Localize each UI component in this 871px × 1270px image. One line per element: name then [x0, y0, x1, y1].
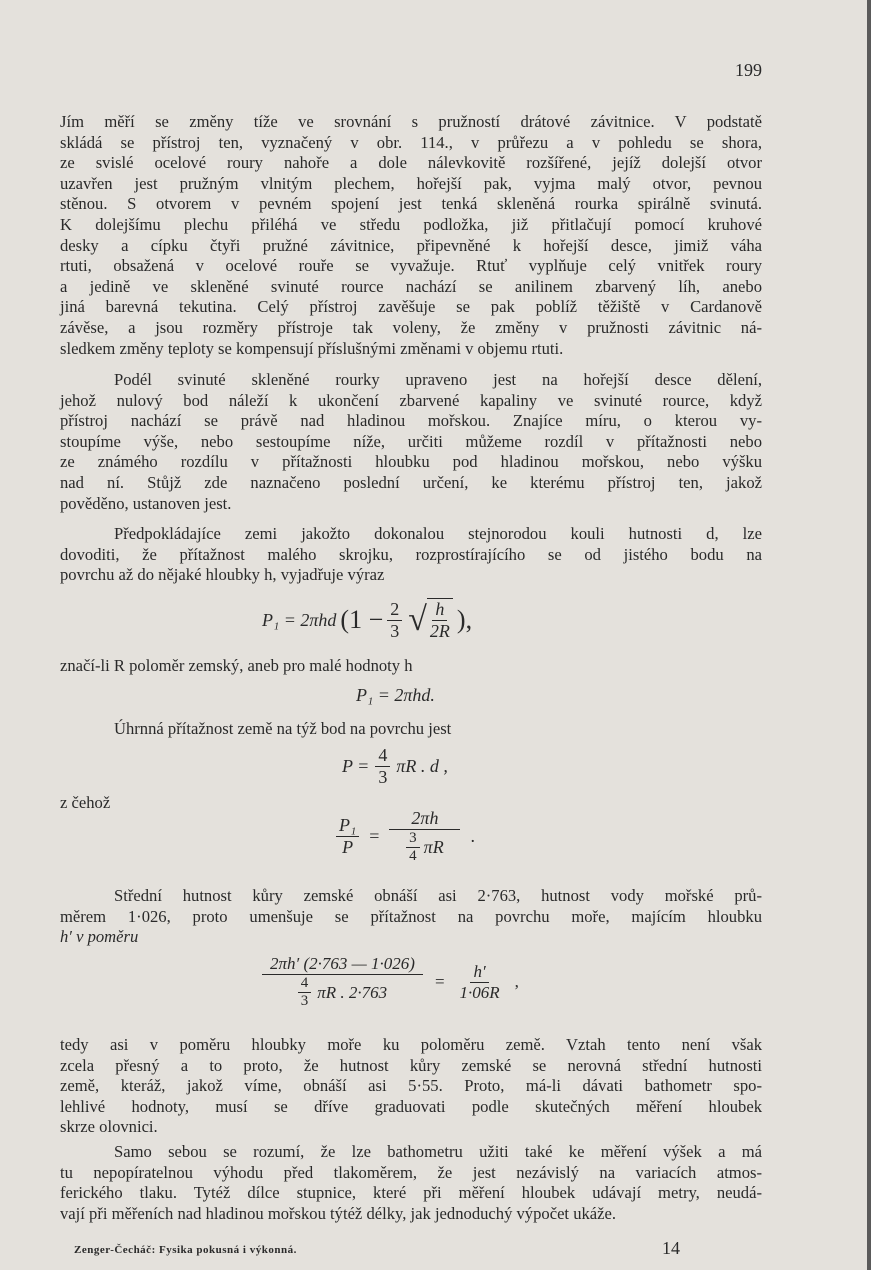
- text-line: a jedině ve skleněné svinuté rource nachází se anilinem zbarvený líh, anebo: [60, 276, 762, 296]
- eq1-close: ),: [456, 605, 473, 634]
- eq5-inner-den: 3: [300, 993, 309, 1009]
- text-line: stoupíme výše, nebo sestoupíme níže, určiti můžeme rozdíl v přítažnosti nebo: [60, 431, 762, 451]
- eq1-root-fraction: [427, 598, 453, 642]
- text-line: skrze olovnici.: [60, 1117, 158, 1137]
- text-line: země, kteráž, jakož víme, obnáší asi 5·55. Proto, má-li dávati bathometr spo-: [60, 1076, 762, 1096]
- eq1-fraction: [387, 599, 402, 642]
- text-line: desky a cípku čtyři pružné závitnice, připevněné k hořejší desce, jimiž váha: [60, 235, 762, 255]
- text-line: tu nepopíratelnou výhodu před tlakoměrem, že jest nezávislý na variacích atmos-: [60, 1162, 762, 1182]
- equation-5: [262, 954, 519, 1010]
- text-line: stěnou. S otvorem v pevném spojení jest tenká skleněná rourka spirálně svinutá.: [60, 194, 762, 214]
- text-line-uhrnna: Úhrnná přítažnost země na týž bod na povrchu jest: [114, 719, 452, 738]
- eq4-rhs-den: [403, 830, 447, 865]
- eq5-rhs-den: 1·06R: [459, 982, 500, 1002]
- text-line: Podél svinuté skleněné rourky upraveno jest na hořejší desce dělení,: [114, 370, 762, 389]
- eq1-frac-den: 3: [390, 620, 400, 641]
- eq3-den: 3: [378, 767, 388, 787]
- text-line: povrchu až do nějaké hloubky h, vyjadřuje výraz: [60, 565, 385, 585]
- running-footer-title: Zenger-Čecháč: Fysika pokusná i výkonná.: [74, 1244, 297, 1256]
- text-line: K dolejšímu plechu přiléhá ve středu podložka, již přitlačují pomocí kruhové: [60, 214, 762, 234]
- paragraph-5: [60, 1035, 762, 1138]
- text-line: skládá se přístroj ten, vyznačený v obr. 114., v průřezu a v pohledu se shora,: [60, 132, 762, 152]
- eq4-inner-num: 3: [406, 830, 420, 848]
- text-line: sledkem změny teploty se kompensují příslušnými změnami v objemu rtuti.: [60, 338, 564, 358]
- paragraph-1: [60, 112, 762, 359]
- text-line: ferického tlaku. Tytéž dílce stupnice, které při měření hloubek udávají metry, neudá-: [60, 1183, 762, 1203]
- eq1-root-num: h: [432, 599, 447, 621]
- eq5-den-tail: πR . 2·763: [317, 982, 388, 1002]
- text-line: zcela přesný a to proto, že hutnost kůry zemské se nerovná střední hutnosti: [60, 1055, 762, 1075]
- paragraph-4: [60, 886, 762, 948]
- eq4-rhs-num: 2πh: [389, 808, 460, 830]
- paragraph-3: [60, 524, 762, 586]
- text-line: vají při měřeních nad hladinou mořskou týtéž délky, jak jednoduchý výpočet ukáže.: [60, 1203, 617, 1223]
- eq3-fraction: [375, 745, 390, 788]
- page-edge-shadow: [867, 0, 871, 1270]
- eq5-inner-fraction: [298, 975, 312, 1010]
- sqrt-sign-icon: √: [408, 601, 427, 638]
- eq5-equals: =: [434, 972, 445, 991]
- eq4-lhs-num: P₁: [336, 815, 359, 837]
- eq3-lhs: P =: [342, 756, 370, 776]
- text-line: ze známého rozdílu v přítažnosti hloubku pod hladinou mořskou, nebo výšku: [60, 452, 762, 472]
- text-line: závěse, a jsou rozměry přístroje tak voleny, že změny v pružnosti závitnic ná-: [60, 317, 762, 337]
- text-line: Samo sebou se rozumí, že lze bathometru užiti také ke měření výšek a má: [114, 1142, 762, 1161]
- paragraph-2: [60, 370, 762, 514]
- equation-4: [336, 808, 475, 865]
- eq5-end: ,: [514, 972, 519, 991]
- text-line: dovoditi, že přítažnost malého skrojku, rozprostírajícího se od jistého bodu na: [60, 544, 762, 564]
- signature-mark: 14: [662, 1238, 680, 1258]
- text-line: ze svislé ocelové roury nahoře a dole nálevkovitě rozšířené, jejíž dolejší otvor: [60, 153, 762, 173]
- eq5-inner-num: 4: [298, 975, 312, 993]
- text-line: přístroj nachází se právě nad hladinou mořskou. Znajíce míru, o kterou vy-: [60, 411, 762, 431]
- eq4-equals: =: [369, 826, 380, 846]
- eq5-rhs-fraction: [457, 962, 503, 1003]
- eq4-rhs-fraction: [389, 808, 460, 865]
- eq1-frac-num: 2: [387, 599, 402, 621]
- text-line-znaci: značí-li R poloměr zemský, aneb pro malé hodnoty h: [60, 656, 413, 675]
- eq5-rhs-num: h′: [470, 962, 488, 983]
- text-line: h′ v poměru: [60, 927, 139, 947]
- text-line: lehlivé hodnoty, musí se dříve graduovati podle skutečných měření hloubek: [60, 1096, 762, 1116]
- text-line: měrem 1·026, proto umenšuje se přítažnost na povrchu moře, majícím hloubku: [60, 906, 762, 926]
- eq3-rhs: πR . d ,: [396, 756, 448, 776]
- eq4-rhs-den-tail: πR: [423, 837, 444, 857]
- text-line: tedy asi v poměru hloubky moře ku poloměru země. Vztah tento není však: [60, 1035, 762, 1054]
- text-line: jiná barevná tekutina. Celý přístroj zavěšuje se pak poblíž těžiště v Cardanově: [60, 297, 762, 317]
- text-line: Střední hutnost kůry zemské obnáší asi 2·763, hutnost vody mořské prů-: [114, 886, 762, 905]
- eq4-inner-den: 4: [409, 848, 417, 864]
- eq1-lhs: P₁ = 2πhd: [262, 609, 337, 630]
- eq1-open: (1 −: [340, 605, 384, 634]
- eq3-num: 4: [375, 745, 390, 767]
- paragraph-6: [60, 1142, 762, 1224]
- eq5-lhs-fraction: [262, 954, 423, 1010]
- text-line: rtuti, obsažená v ocelové rouře se vyvažuje. Rtuť vyplňuje celý vnitřek roury: [60, 256, 762, 276]
- eq4-lhs-fraction: [336, 815, 359, 858]
- equation-2: P₁ = 2πhd.: [356, 685, 435, 705]
- text-line: nad ní. Stůjž zde naznačeno poslední určení, ke kterému přístroj ten, jakož: [60, 472, 762, 492]
- text-line: uzavřen jest pružným vlnitým plechem, hořejší pak, vyjma malý otvor, pevnou: [60, 173, 762, 193]
- eq5-den: [295, 975, 390, 1010]
- eq4-lhs-den: P: [342, 837, 354, 857]
- eq5-num: 2πh′ (2·763 — 1·026): [262, 954, 423, 975]
- page-number: 199: [735, 60, 762, 80]
- text-line: Předpokládajíce zemi jakožto dokonalou stejnorodou kouli hutnosti d, lze: [114, 524, 762, 543]
- eq4-inner-fraction: [406, 830, 420, 865]
- equation-3: [342, 745, 448, 788]
- equation-1: [262, 598, 472, 642]
- text-line: Jím měří se změny tíže ve srovnání s pružností drátové závitnice. V podstatě: [60, 112, 762, 131]
- text-line: jehož nulový bod náleží k ukončení zbarvené kapaliny ve svinuté rource, když: [60, 390, 762, 410]
- text-line: pověděno, ustanoven jest.: [60, 493, 232, 513]
- eq4-end: .: [470, 826, 475, 846]
- text-line-z-cehoz: z čehož: [60, 793, 111, 812]
- eq1-root-den: 2R: [429, 621, 450, 641]
